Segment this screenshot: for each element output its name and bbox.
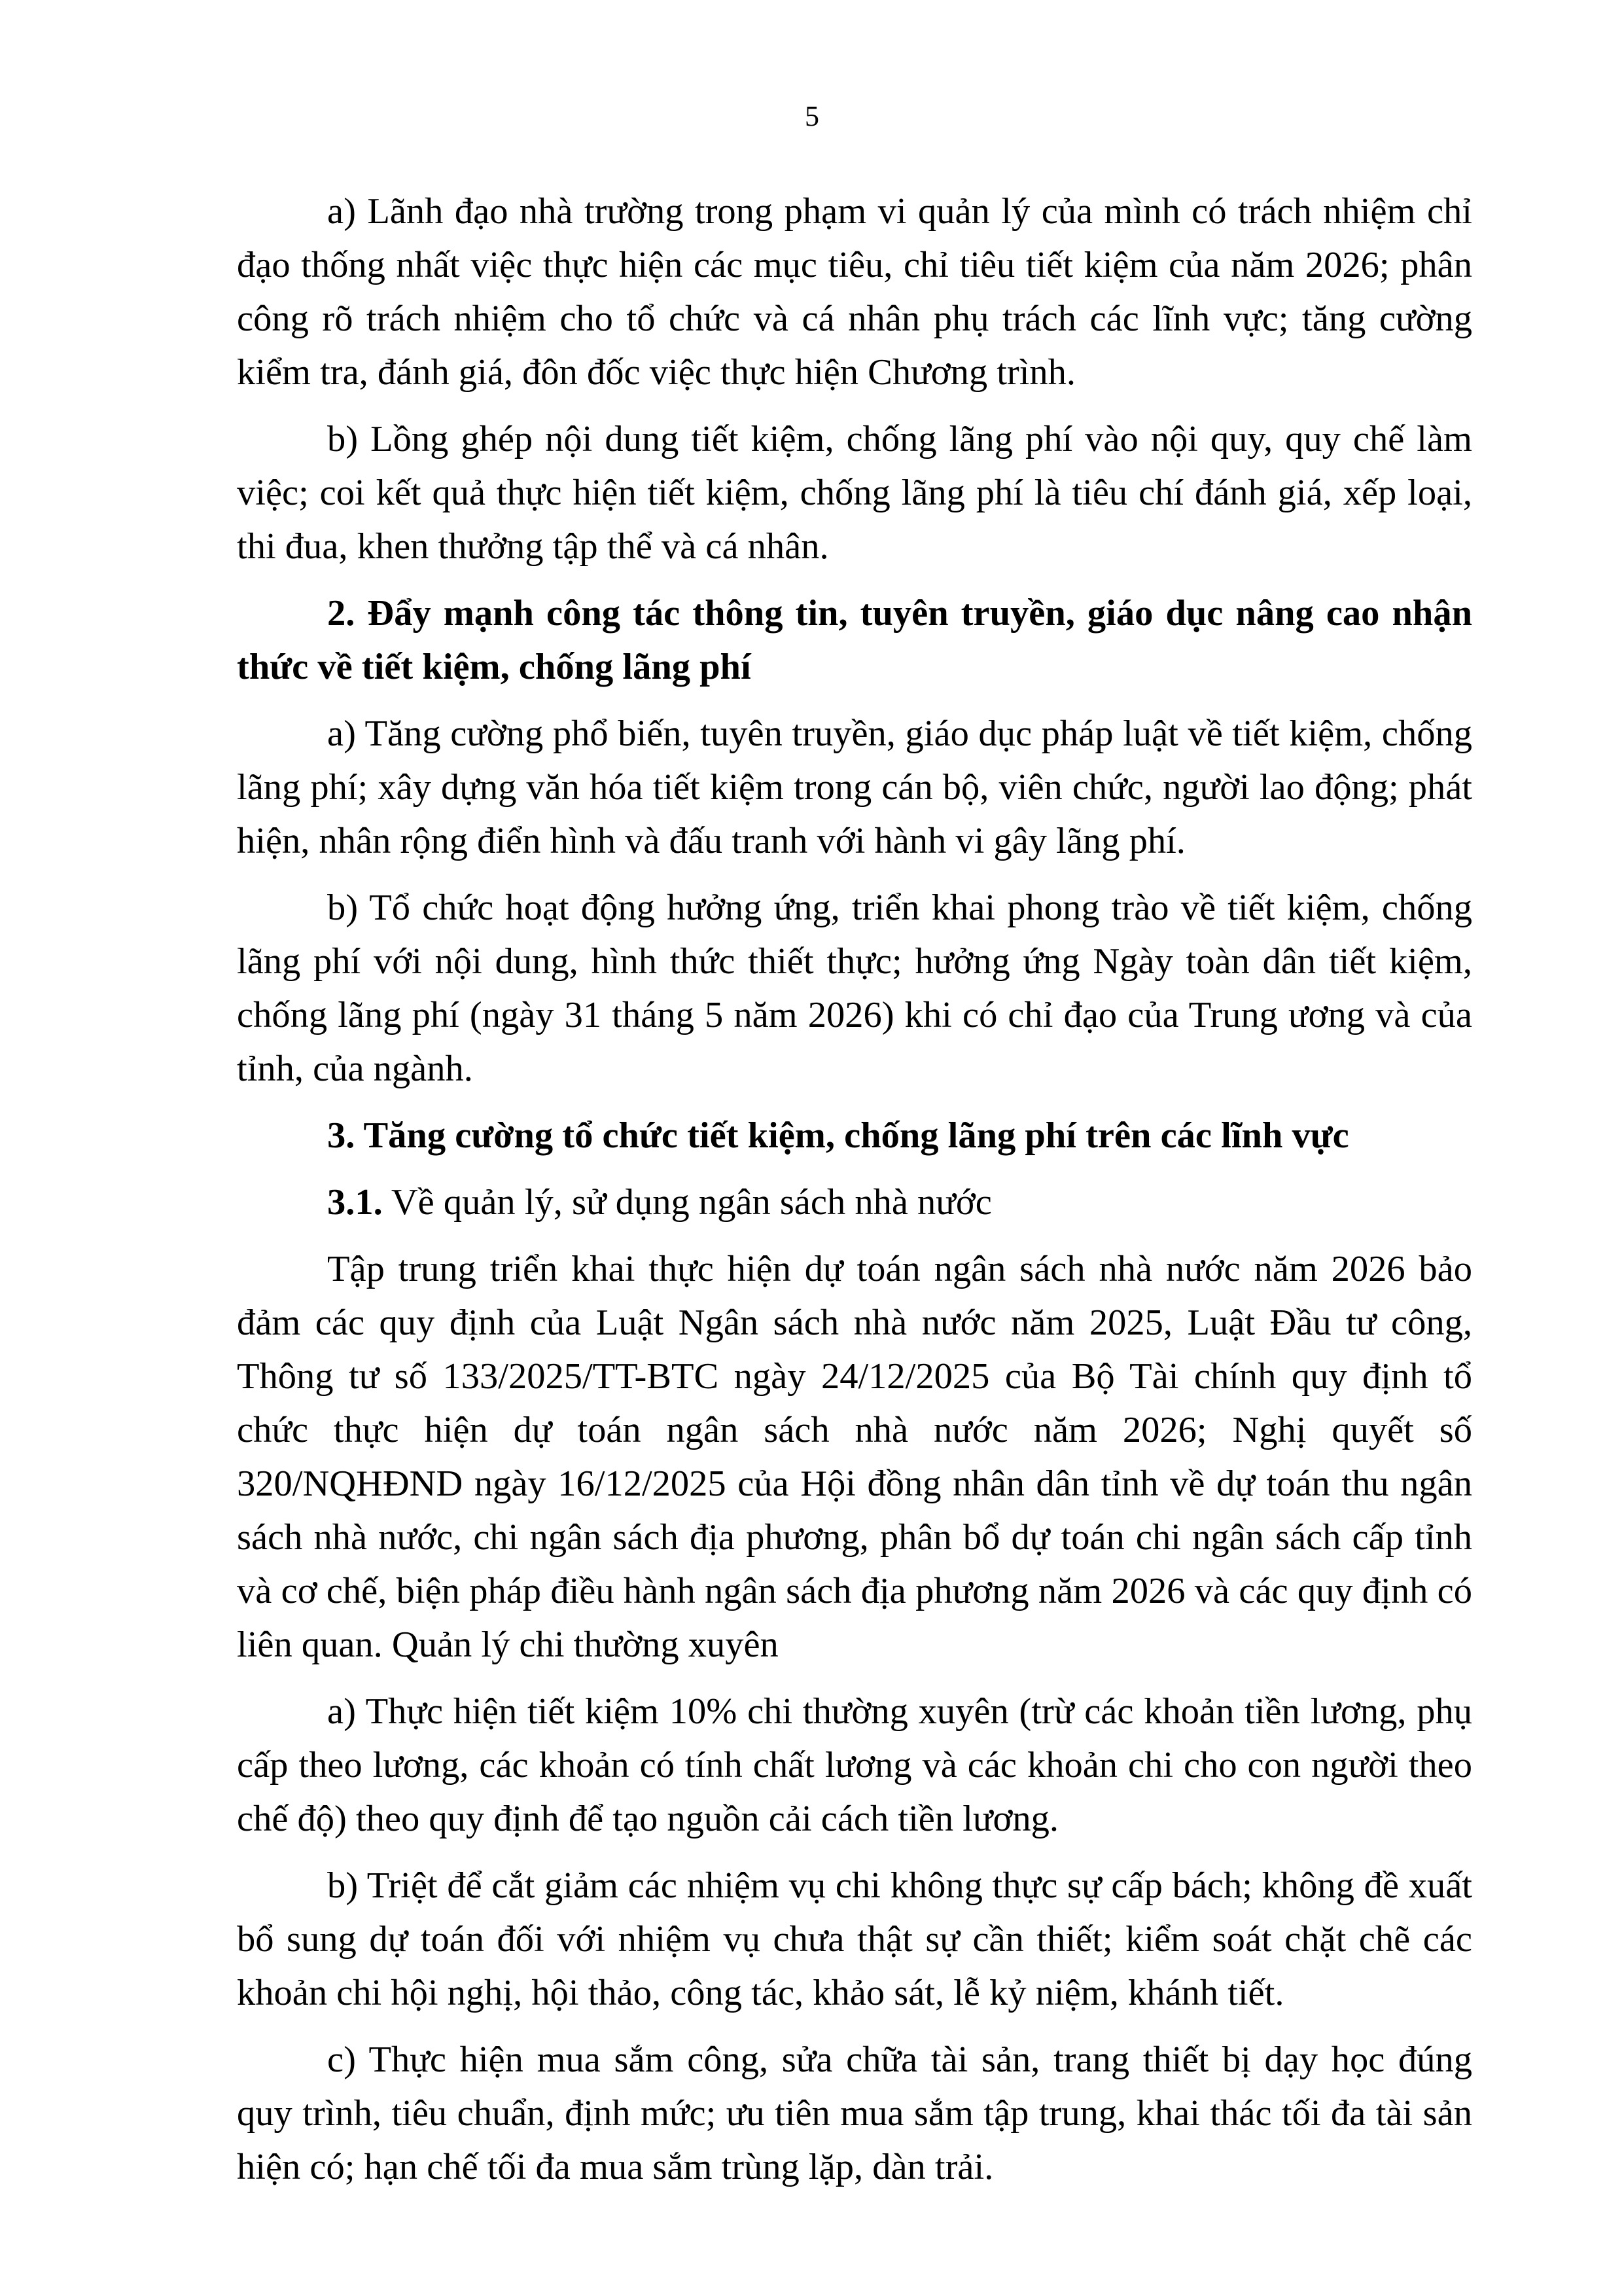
paragraph-2b: b) Tổ chức hoạt động hưởng ứng, triển khai phong trào về tiết kiệm, chống lãng phí với nội dung, hình thức thiết thực; hưởng ứng Ngày toàn dân tiết kiệm, chống lãng phí (ngày 31 tháng 5 năm 2026) khi có chỉ đạo của Trung ương và của tỉnh, của ngành. [237, 888, 1472, 1089]
paragraph-1a: a) Lãnh đạo nhà trường trong phạm vi quản lý của mình có trách nhiệm chỉ đạo thống nhất việc thực hiện các mục tiêu, chỉ tiêu tiết kiệm của năm 2026; phân công rõ trách nhiệm cho tổ chức và cá nhân phụ trách các lĩnh vực; tăng cường kiểm tra, đánh giá, đôn đốc việc thực hiện Chương trình. [237, 191, 1472, 393]
section-heading-3: 3. Tăng cường tổ chức tiết kiệm, chống lãng phí trên các lĩnh vực [327, 1115, 1349, 1156]
section-heading-2: 2. Đẩy mạnh công tác thông tin, tuyên truyền, giáo dục nâng cao nhận thức về tiết kiệm, chống lãng phí [237, 593, 1472, 687]
paragraph-3-1a: a) Thực hiện tiết kiệm 10% chi thường xuyên (trừ các khoản tiền lương, phụ cấp theo lương, các khoản có tính chất lương và các khoản chi cho con người theo chế độ) theo quy định để tạo nguồn cải cách tiền lương. [237, 1691, 1472, 1839]
paragraph-3-1c: c) Thực hiện mua sắm công, sửa chữa tài sản, trang thiết bị dạy học đúng quy trình, tiêu chuẩn, định mức; ưu tiên mua sắm tập trung, khai thác tối đa tài sản hiện có; hạn chế tối đa mua sắm trùng lặp, dàn trải. [237, 2039, 1472, 2187]
paragraph-3-1-intro: Tập trung triển khai thực hiện dự toán ngân sách nhà nước năm 2026 bảo đảm các quy định của Luật Ngân sách nhà nước năm 2025, Luật Đầu tư công, Thông tư số 133/2025/TT-BTC ngày 24/12/2025 của Bộ Tài chính quy định tổ chức thực hiện dự toán ngân sách nhà nước năm 2026; Nghị quyết số 320/NQHĐND ngày 16/12/2025 của Hội đồng nhân dân tỉnh về dự toán thu ngân sách nhà nước, chi ngân sách địa phương, phân bổ dự toán chi ngân sách cấp tỉnh và cơ chế, biện pháp điều hành ngân sách địa phương năm 2026 và các quy định có liên quan. Quản lý chi thường xuyên [237, 1249, 1472, 1665]
paragraph-3-1b: b) Triệt để cắt giảm các nhiệm vụ chi không thực sự cấp bách; không đề xuất bổ sung dự toán đối với nhiệm vụ chưa thật sự cần thiết; kiểm soát chặt chẽ các khoản chi hội nghị, hội thảo, công tác, khảo sát, lễ kỷ niệm, khánh tiết. [237, 1865, 1472, 2013]
page-number: 5 [805, 100, 819, 132]
subsection-number: 3.1. [327, 1182, 383, 1223]
paragraph-2a: a) Tăng cường phổ biến, tuyên truyền, giáo dục pháp luật về tiết kiệm, chống lãng phí; xây dựng văn hóa tiết kiệm trong cán bộ, viên chức, người lao động; phát hiện, nhân rộng điển hình và đấu tranh với hành vi gây lãng phí. [237, 713, 1472, 861]
paragraph-1b: b) Lồng ghép nội dung tiết kiệm, chống lãng phí vào nội quy, quy chế làm việc; coi kết quả thực hiện tiết kiệm, chống lãng phí là tiêu chí đánh giá, xếp loại, thi đua, khen thưởng tập thể và cá nhân. [237, 419, 1472, 567]
subsection-title: Về quản lý, sử dụng ngân sách nhà nước [382, 1182, 992, 1223]
document-body [237, 185, 1472, 2207]
subsection-heading-3-1 [237, 1175, 1472, 1229]
